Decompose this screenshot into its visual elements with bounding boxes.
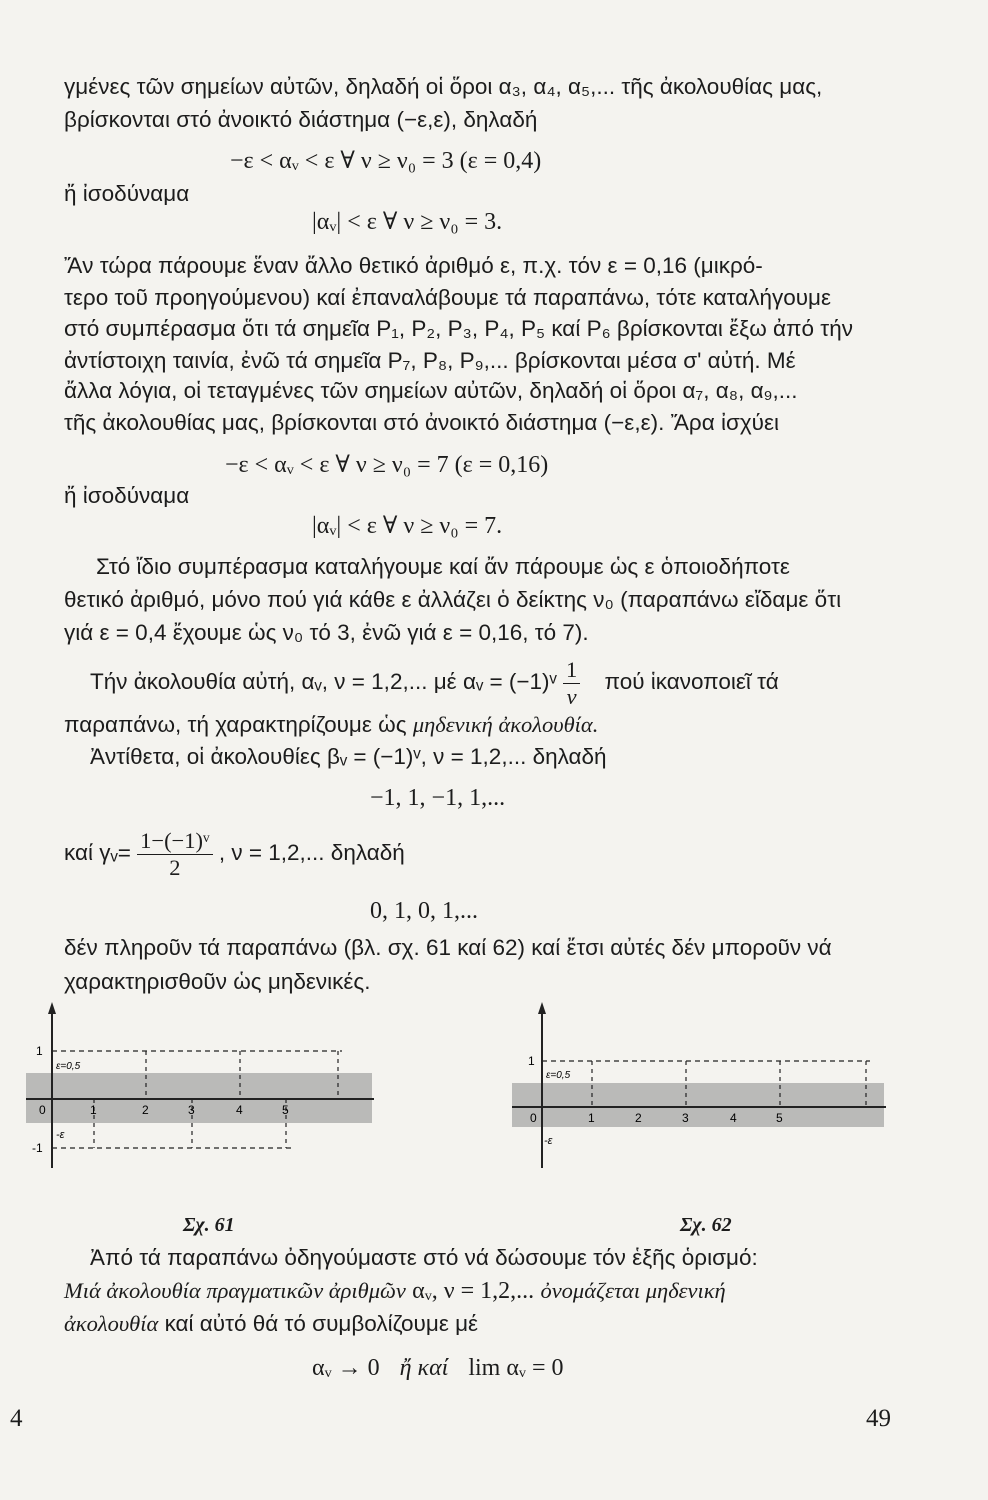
text-line: Στό ἴδιο συμπέρασμα καταλήγουμε καί ἄν πάρουμε ὡς ε ὁποιοδήποτε: [96, 554, 790, 579]
label-one: 1: [36, 1044, 43, 1058]
fraction-denominator: ν: [566, 683, 577, 709]
definition-sentence: [90, 652, 950, 712]
sequence-beta: −1, 1, −1, 1,...: [370, 785, 506, 811]
fraction-numerator: 1−(−1)ᵛ: [137, 828, 212, 855]
tick-label: 2: [142, 1103, 149, 1117]
definition-line: [64, 1277, 924, 1305]
definition-italic: ἀκολουθία: [64, 1311, 159, 1336]
footer-left-number: 4: [10, 1405, 23, 1432]
abs-inequality-2: |αᵥ| < ε ∀ ν ≥ ν₀ = 7.: [312, 513, 503, 539]
label-neg-epsilon: -ε: [544, 1135, 553, 1147]
inequality-eps-04: −ε < αᵥ < ε ∀ ν ≥ ν₀ = 3 (ε = 0,4): [230, 148, 542, 174]
text-line: ἤ ἰσοδύναμα: [64, 483, 190, 508]
fraction-denominator: 2: [169, 854, 181, 880]
text-segment: καί γᵥ=: [64, 840, 131, 865]
definition-sequence: αᵥ, ν = 1,2,...: [412, 1278, 535, 1304]
term-null-sequence: μηδενική ἀκολουθία.: [412, 712, 599, 737]
text-line: τῆς ἀκολουθίας μας, βρίσκονται στό ἀνοικτό διάστημα (−ε,ε). Ἄρα ἰσχύει: [64, 410, 780, 435]
abs-inequality-1: |αᵥ| < ε ∀ ν ≥ ν₀ = 3.: [312, 209, 503, 235]
inequality-eps-016: −ε < αᵥ < ε ∀ ν ≥ ν₀ = 7 (ε = 0,16): [225, 452, 549, 478]
text-line: γιά ε = 0,4 ἔχουμε ὡς ν₀ τό 3, ἐνῶ γιά ε = 0,16, τό 7).: [64, 620, 589, 645]
label-epsilon: ε=0,5: [56, 1061, 81, 1072]
label-zero: 0: [530, 1111, 537, 1125]
figure-61: [22, 998, 382, 1178]
figure-62: [510, 998, 890, 1178]
arrow-notation: αᵥ → 0: [312, 1355, 380, 1381]
text-line: θετικό ἀριθμό, μόνο πού γιά κάθε ε ἀλλάζει ὁ δείκτης ν₀ (παραπάνω εἴδαμε ὅτι: [64, 587, 842, 612]
label-epsilon: ε=0,5: [546, 1070, 571, 1081]
sequence-gamma: 0, 1, 0, 1,...: [370, 898, 478, 924]
tick-label: 3: [682, 1111, 689, 1125]
label-neg-epsilon: -ε: [56, 1129, 65, 1141]
tick-label: 5: [776, 1111, 783, 1125]
text-line: Ἀντίθετα, οἱ ἀκολουθίες βᵥ = (−1)ᵛ, ν = 1,2,... δηλαδή: [90, 744, 607, 769]
tick-label: 4: [236, 1103, 243, 1117]
text-line: γμένες τῶν σημείων αὐτῶν, δηλαδή οἱ ὅροι α₃, α₄, α₅,... τῆς ἀκολουθίας μας,: [64, 74, 823, 99]
tick-label: 4: [730, 1111, 737, 1125]
epsilon-band: [512, 1083, 884, 1127]
label-one: 1: [528, 1054, 535, 1068]
definition-italic: Μιά ἀκολουθία πραγματικῶν ἀριθμῶν: [64, 1278, 406, 1303]
sentence-start: Τήν ἀκολουθία αὐτή, αᵥ, ν = 1,2,... μέ αᵥ = (−1)ᵛ: [90, 669, 557, 694]
gamma-definition: [64, 823, 924, 883]
label-minus-one: -1: [32, 1141, 43, 1155]
page-number: 49: [866, 1405, 891, 1432]
figure-62-caption: Σχ. 62: [680, 1214, 732, 1236]
text-line: Ἀπό τά παραπάνω ὀδηγούμαστε στό νά δώσουμε τόν ἑξῆς ὁρισμό:: [90, 1245, 758, 1270]
text-segment: , ν = 1,2,... δηλαδή: [218, 840, 405, 865]
figure-61-caption: Σχ. 61: [183, 1214, 235, 1236]
definition-line: [64, 1310, 924, 1338]
text-line: χαρακτηρισθοῦν ὡς μηδενικές.: [64, 969, 371, 994]
text-line: [64, 711, 924, 739]
sentence-end: πού ἱκανοποιεῖ τά: [604, 669, 779, 694]
text-segment: καί αὐτό θά τό συμβολίζουμε μέ: [164, 1311, 479, 1336]
tick-label: 1: [588, 1111, 595, 1125]
fraction-one-over-nu: [563, 657, 580, 710]
tick-label: 5: [282, 1103, 289, 1117]
fraction-numerator: 1: [563, 657, 580, 684]
text-line: στό συμπέρασμα ὅτι τά σημεῖα P₁, P₂, P₃, P₄, P₅ καί P₆ βρίσκονται ἔξω ἀπό τήν: [64, 316, 853, 341]
text-line: Ἄν τώρα πάρουμε ἕναν ἄλλο θετικό ἀριθμό ε, π.χ. τόν ε = 0,16 (μικρό-: [64, 253, 763, 278]
text-line: τερο τοῦ προηγούμενου) καί ἐπαναλάβουμε τά παραπάνω, τότε καταλήγουμε: [64, 285, 832, 310]
tick-label: 1: [90, 1103, 97, 1117]
text-line: βρίσκονται στό ἀνοικτό διάστημα (−ε,ε), δηλαδή: [64, 107, 538, 132]
text-line: δέν πληροῦν τά παραπάνω (βλ. σχ. 61 καί 62) καί ἔτσι αὐτές δέν μποροῦν νά: [64, 935, 832, 960]
definition-italic: ὀνομάζεται μηδενική: [540, 1278, 726, 1303]
tick-label: 3: [188, 1103, 195, 1117]
text-line: ἤ ἰσοδύναμα: [64, 181, 190, 206]
fraction-gamma: [137, 828, 212, 881]
text-line: ἄλλα λόγια, οἱ τεταγμένες τῶν σημείων αὐτῶν, δηλαδή οἱ ὅροι α₇, α₈, α₉,...: [64, 378, 798, 403]
or-also: ἤ καί: [399, 1355, 449, 1381]
text-segment: παραπάνω, τή χαρακτηρίζουμε ὡς: [64, 712, 407, 737]
limit-notation: [312, 1354, 692, 1382]
tick-label: 2: [635, 1111, 642, 1125]
text-line: ἀντίστοιχη ταινία, ἐνῶ τά σημεῖα P₇, P₈, P₉,... βρίσκονται μέσα σ' αὐτή. Μέ: [64, 348, 796, 373]
label-zero: 0: [39, 1103, 46, 1117]
lim-notation: lim αᵥ = 0: [468, 1355, 564, 1381]
